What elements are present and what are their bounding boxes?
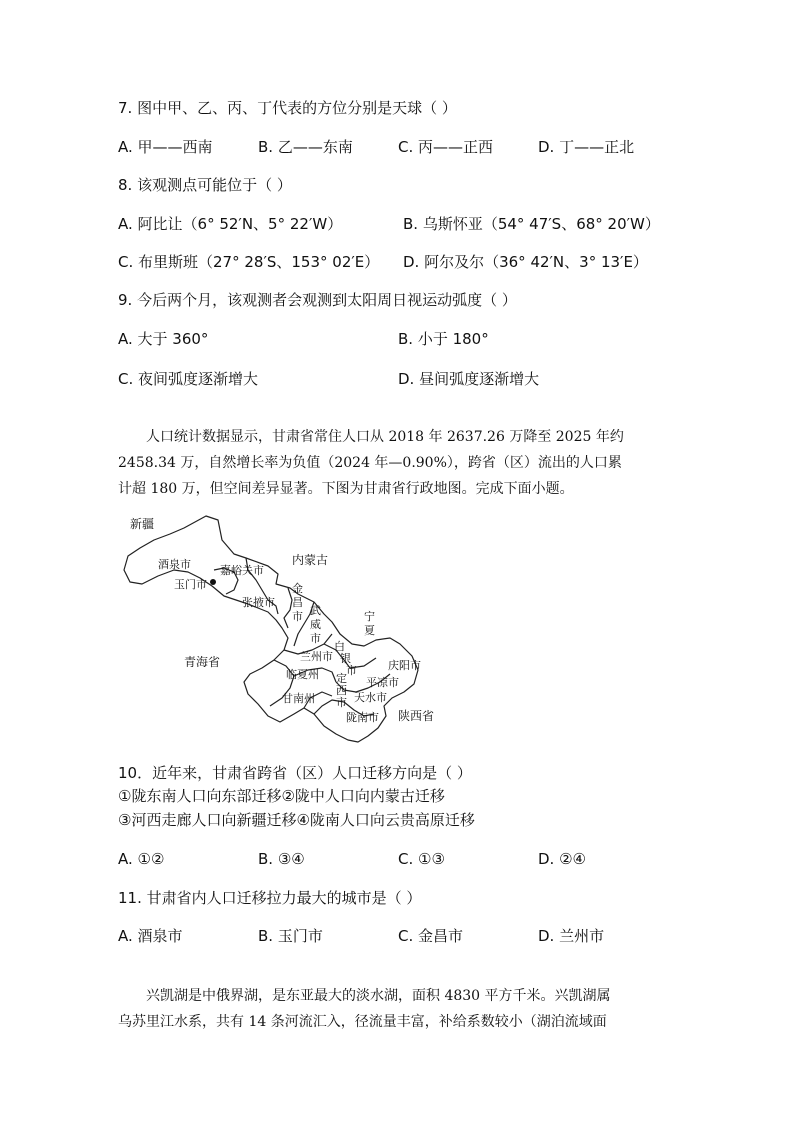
passage-2-line-2: 乌苏里江水系，共有 14 条河流汇入，径流量丰富，补给系数较小（湖泊流域面 bbox=[118, 1014, 607, 1030]
q7-option-d: D. 丁——正北 bbox=[538, 138, 635, 156]
label-qinghai: 青海省 bbox=[184, 655, 221, 669]
q8-option-c: C. 布里斯班（27° 28′S、153° 02′E） bbox=[118, 253, 380, 271]
label-yumen: 玉门市 bbox=[174, 578, 207, 591]
q8-option-a: A. 阿比让（6° 52′N、5° 22′W） bbox=[118, 215, 343, 233]
q9-option-b: B. 小于 180° bbox=[398, 330, 489, 348]
passage-1 bbox=[118, 424, 678, 502]
label-linxia: 临夏州 bbox=[286, 668, 319, 681]
q10-option-c: C. ①③ bbox=[398, 850, 445, 868]
passage-1-line-3: 计超 180 万，但空间差异显著。下图为甘肃省行政地图。完成下面小题。 bbox=[118, 481, 574, 497]
label-xi: 西 bbox=[336, 684, 347, 697]
gansu-admin-map bbox=[118, 510, 448, 748]
q10-option-d: D. ②④ bbox=[538, 850, 586, 868]
label-shi-2: 市 bbox=[310, 632, 321, 645]
label-xinjiang: 新疆 bbox=[130, 517, 155, 531]
label-chang: 昌 bbox=[292, 596, 303, 609]
passage-2 bbox=[118, 983, 678, 1035]
q9-option-a: A. 大于 360° bbox=[118, 330, 209, 348]
label-shaanxi: 陕西省 bbox=[398, 709, 435, 723]
label-shi-3: 市 bbox=[346, 664, 357, 677]
label-longnan: 陇南市 bbox=[346, 711, 379, 724]
q9-stem: 9. 今后两个月，该观测者会观测到太阳周日视运动弧度（ ） bbox=[118, 291, 517, 309]
label-shi-4: 市 bbox=[336, 696, 347, 709]
q10-option-a: A. ①② bbox=[118, 850, 165, 868]
label-qingyang: 庆阳市 bbox=[388, 659, 421, 672]
label-bai: 白 bbox=[334, 640, 345, 653]
q10-item-line-1: ①陇东南人口向东部迁移②陇中人口向内蒙古迁移 bbox=[118, 787, 445, 805]
label-wei: 威 bbox=[310, 618, 321, 631]
label-xia: 夏 bbox=[364, 624, 375, 637]
q8-stem: 8. 该观测点可能位于（ ） bbox=[118, 176, 292, 194]
label-tianshui: 天水市 bbox=[354, 691, 387, 704]
q10-option-b: B. ③④ bbox=[258, 850, 305, 868]
label-wu: 武 bbox=[310, 604, 321, 617]
q11-stem: 11. 甘肃省内人口迁移拉力最大的城市是（ ） bbox=[118, 889, 422, 907]
q11-option-a: A. 酒泉市 bbox=[118, 927, 183, 945]
q11-option-b: B. 玉门市 bbox=[258, 927, 323, 945]
q7-option-a: A. 甲——西南 bbox=[118, 138, 213, 156]
label-pingliang: 平凉市 bbox=[366, 676, 399, 689]
q8-option-d: D. 阿尔及尔（36° 42′N、3° 13′E） bbox=[403, 253, 648, 271]
label-jiuquan: 酒泉市 bbox=[158, 558, 191, 571]
q7-option-c: C. 丙——正西 bbox=[398, 138, 494, 156]
q7-option-b: B. 乙——东南 bbox=[258, 138, 353, 156]
label-lanzhou: 兰州市 bbox=[300, 650, 333, 663]
label-yin: 银 bbox=[340, 652, 351, 665]
q10-item-line-2: ③河西走廊人口向新疆迁移④陇南人口向云贵高原迁移 bbox=[118, 811, 475, 829]
q8-option-b: B. 乌斯怀亚（54° 47′S、68° 20′W） bbox=[403, 215, 660, 233]
label-gannan: 甘南州 bbox=[282, 692, 315, 705]
q9-option-c: C. 夜间弧度逐渐增大 bbox=[118, 370, 259, 388]
label-zhangye: 张掖市 bbox=[242, 596, 275, 609]
label-shi-1: 市 bbox=[292, 610, 303, 623]
label-ding: 定 bbox=[336, 672, 347, 685]
passage-1-line-1: 人口统计数据显示，甘肃省常住人口从 2018 年 2637.26 万降至 2025 年约 bbox=[146, 429, 624, 445]
q7-stem: 7. 图中甲、乙、丙、丁代表的方位分别是天球（ ） bbox=[118, 99, 457, 117]
jiayuguan-dot bbox=[210, 579, 216, 585]
q10-stem: 10．近年来，甘肃省跨省（区）人口迁移方向是（ ） bbox=[118, 764, 472, 782]
label-jin: 金 bbox=[292, 582, 303, 595]
label-neimenggu: 内蒙古 bbox=[292, 553, 329, 567]
q11-option-c: C. 金昌市 bbox=[398, 927, 464, 945]
passage-1-line-2: 2458.34 万，自然增长率为负值（2024 年—0.90%），跨省（区）流出的人口累 bbox=[118, 455, 622, 471]
q11-option-d: D. 兰州市 bbox=[538, 927, 605, 945]
passage-2-line-1: 兴凯湖是中俄界湖，是东亚最大的淡水湖，面积 4830 平方千米。兴凯湖属 bbox=[146, 988, 611, 1004]
label-ning: 宁 bbox=[364, 610, 375, 623]
q9-option-d: D. 昼间弧度逐渐增大 bbox=[398, 370, 540, 388]
label-jiayuguan: 嘉峪关市 bbox=[220, 564, 264, 577]
